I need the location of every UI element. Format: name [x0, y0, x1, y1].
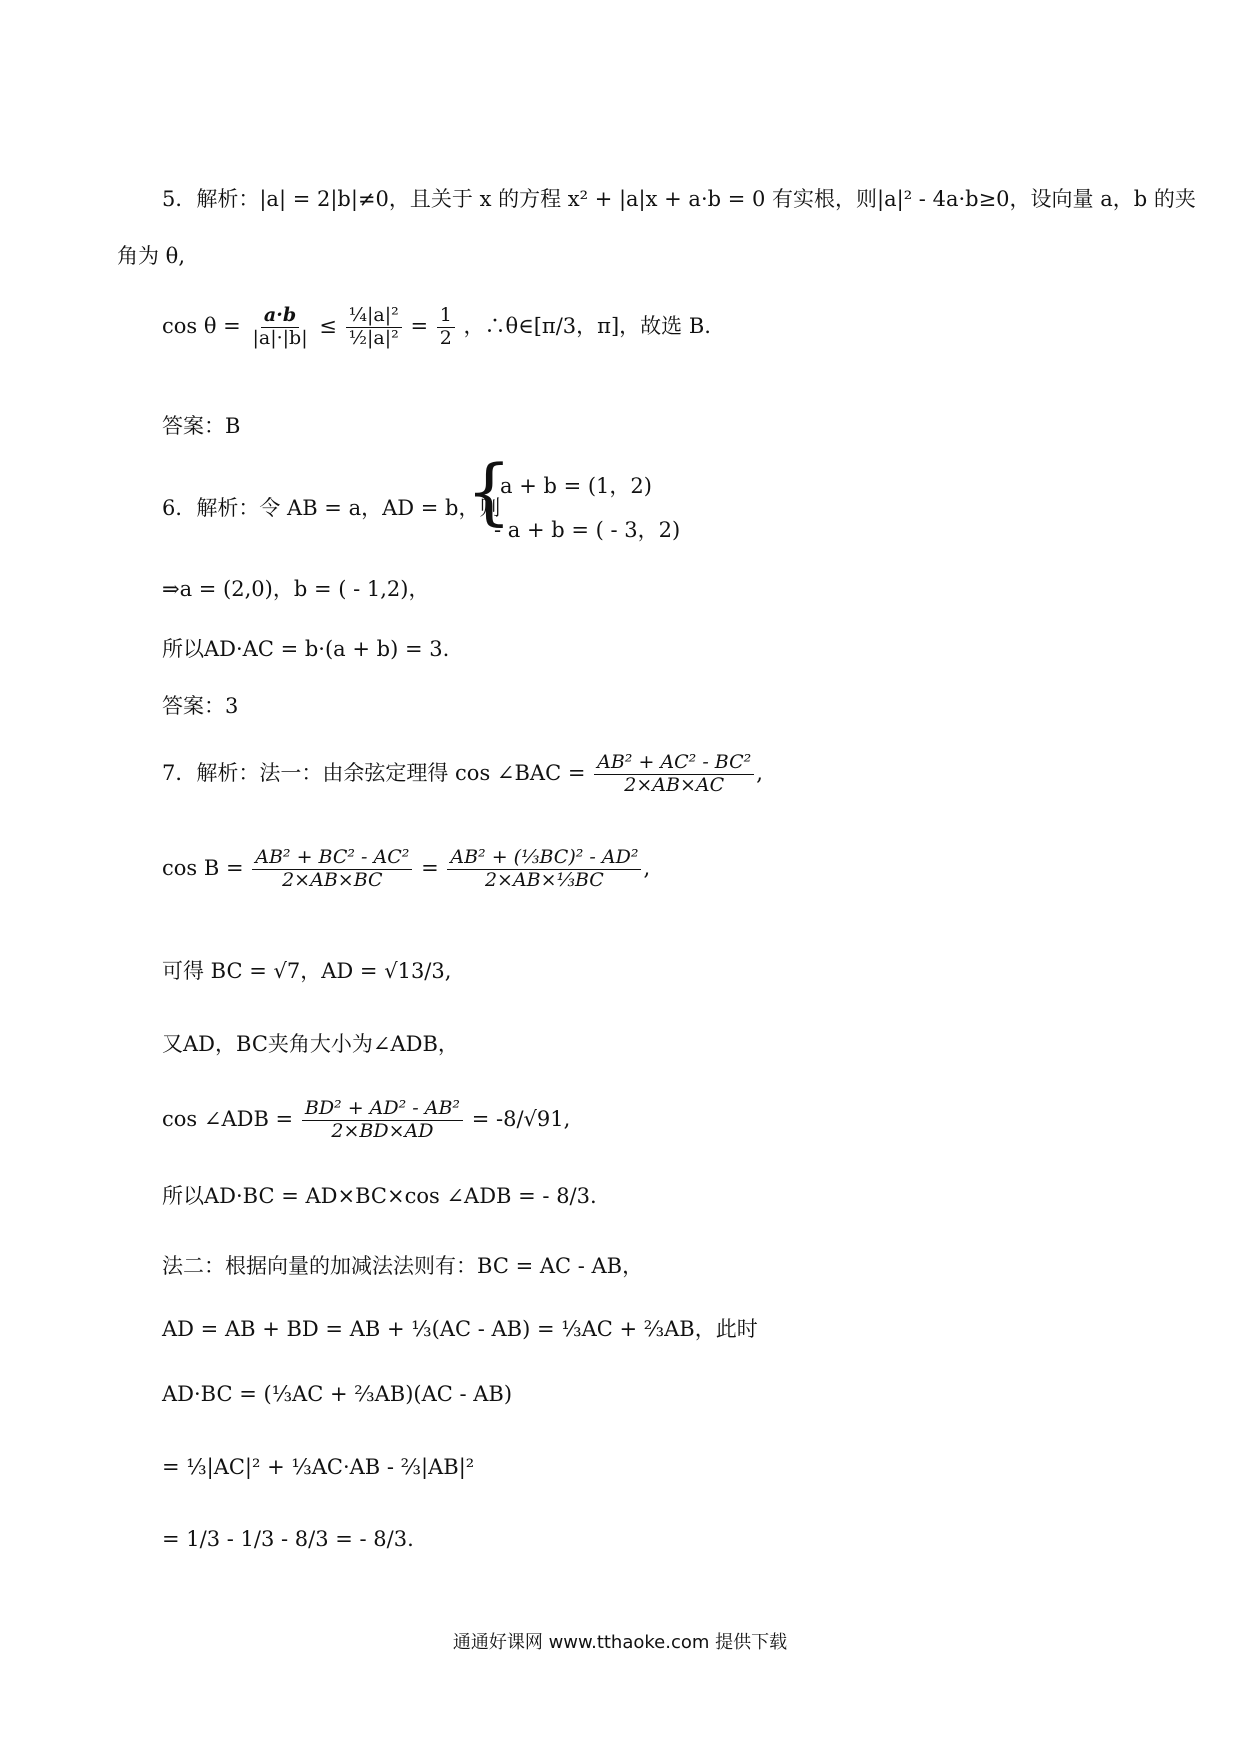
p6-sys1: a + b = (1，2) — [500, 474, 652, 498]
footer-source: 通通好课网 www.tthaoke.com 提供下载 — [452, 1632, 788, 1653]
p5-cos-label: cos θ = — [162, 313, 241, 338]
p7-line5: cos ∠ADB = $\frac{\text{BD² + AD² - AB²}}{2\times BD\times AD}$ = -8/√91, — [162, 1097, 571, 1142]
p7-line10: = ⅓|AC|² + ⅓AC·AB - ⅔|AB|² — [162, 1455, 475, 1479]
p5-line1: 5．解析：|a| = 2|b|≠0，且关于 x 的方程 x² + |a|x + a·b = 0 有实根，则|a|² - 4a·b≥0，设向量 a，b 的夹 — [162, 187, 1196, 211]
p5-frac2: $\frac{\text{¼|a|²}}{\text{½|a|²}}$ — [346, 305, 402, 350]
p5-answer: 答案：B — [162, 414, 241, 438]
p5-line3: cos θ = $\frac{a\cdot b}{|a|\cdot|b|}$ ≤ $\frac{\text{¼|a|²}}{\text{½|a|²}}$ = $\frac{1}{2}$ ，∴θ∈[π/3，π]，故选 B. — [162, 304, 711, 349]
p6-line3: 所以AD·AC = b·(a + b) = 3. — [162, 637, 450, 661]
p7-line7: 法二：根据向量的加减法法则有：BC = AC - AB， — [162, 1254, 644, 1278]
p7-frac-b1: $\frac{\text{AB² + BC² - AC²}}{2\times AB\times BC}$ — [252, 847, 412, 892]
p7-line8: AD = AB + BD = AB + ⅓(AC - AB) = ⅓AC + ⅔AB，此时 — [162, 1317, 758, 1341]
system-brace: { — [466, 449, 512, 533]
p6-answer: 答案：3 — [162, 694, 239, 718]
p6-line1: 6．解析：令 AB = a，AD = b，则 — [162, 496, 501, 520]
p5-frac3: $\frac{1}{2}$ — [437, 305, 455, 350]
p7-line3: 可得 BC = √7，AD = √13/3, — [162, 959, 452, 983]
p6-sys2: - a + b = ( - 3，2) — [494, 518, 681, 542]
p7-frac-adb: $\frac{\text{BD² + AD² - AB²}}{2\times BD\times AD}$ — [302, 1098, 463, 1143]
p7-line6: 所以AD·BC = AD×BC×cos ∠ADB = - 8/3. — [162, 1184, 597, 1208]
p5-line2: 角为 θ, — [117, 244, 185, 268]
p7-line9: AD·BC = (⅓AC + ⅔AB)(AC - AB) — [162, 1382, 513, 1406]
p7-frac-b2: $\frac{\text{AB² + (⅓BC)² - AD²}}{\text{2×AB×⅓BC}}$ — [447, 847, 641, 892]
p7-line1: 7．解析：法一：由余弦定理得 cos ∠BAC = $\frac{\text{AB² + AC² - BC²}}{2\times AB\times AC}$ , — [162, 751, 763, 796]
p7-line4: 又AD，BC夹角大小为∠ADB， — [162, 1032, 459, 1056]
p7-line11: = 1/3 - 1/3 - 8/3 = - 8/3. — [162, 1527, 414, 1551]
p5-frac1: $\frac{a\cdot b}{|a|\cdot|b|}$ — [252, 304, 308, 349]
p6-line2: ⇒a = (2,0)，b = ( - 1,2)， — [162, 577, 430, 601]
p7-frac-bac: $\frac{\text{AB² + AC² - BC²}}{2\times AB\times AC}$ — [594, 752, 754, 797]
p7-line2: cos B = $\frac{\text{AB² + BC² - AC²}}{2\times AB\times BC}$ = $\frac{\text{AB² + (⅓BC)² - AD²}}{\text{2×AB×⅓BC}}$ , — [162, 846, 651, 891]
